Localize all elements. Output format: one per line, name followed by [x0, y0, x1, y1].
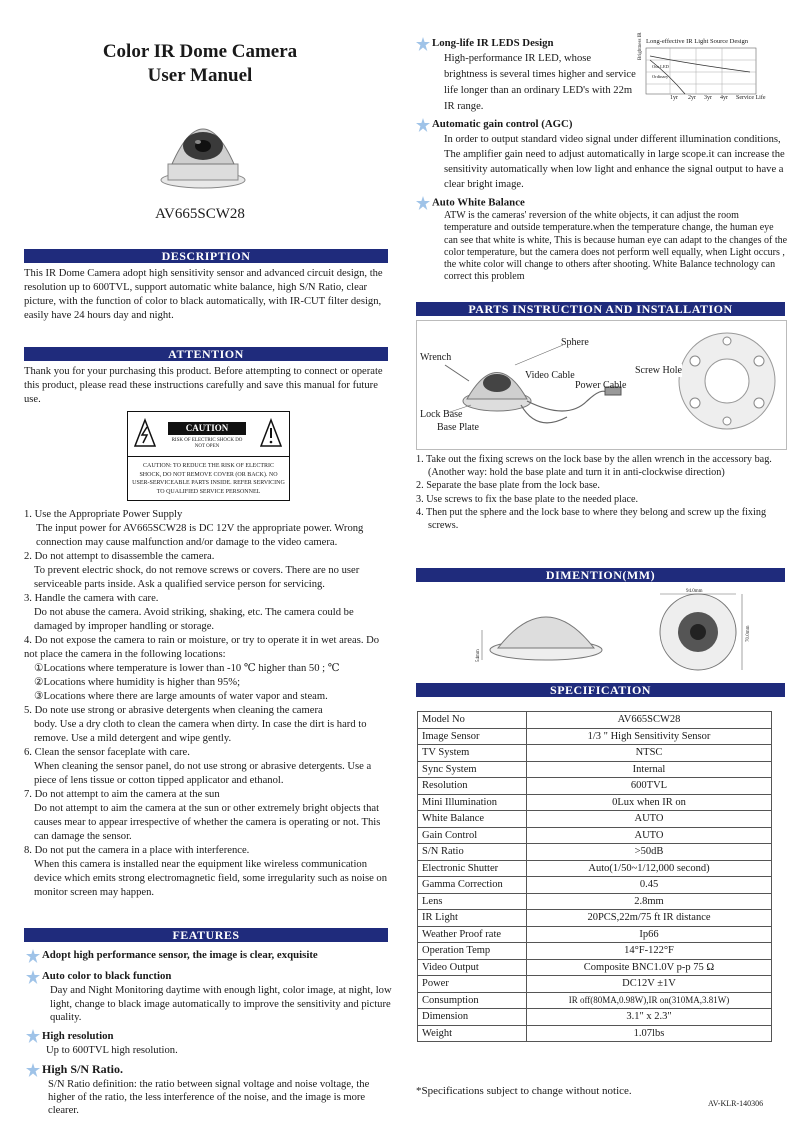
spec-row: Sync System Internal: [418, 761, 772, 778]
label-screw-hole: Screw Hole: [635, 365, 682, 376]
attention-item-8: 8. Do not put the camera in a place with interference. When this camera is installed near the equipment like wireless communication device which emits strong electromagnetic field, some irregularity such as noise on monitor screen may happen.: [24, 845, 388, 898]
right-feature-2: Automatic gain control (AGC) In order to output standard video signal under different illumination conditions, The amplifier gain need to adjust automatically in large scope.it can increase the sensitivity automatically when low light and enhance the signal output to have a clear bright image.: [416, 117, 788, 192]
spec-row: Resolution 600TVL: [418, 778, 772, 795]
description-heading: DESCRIPTION: [24, 249, 388, 263]
lightning-icon: [134, 418, 156, 448]
description-body: This IR Dome Camera adopt high sensitivity sensor and advanced circuit design, the resolution up to 600TVL, support automatic white balance, high S/N Ratio, clear picture, with the function of color to black automatically, with IR-CUT filter design, easily have 24 hours day and night.: [24, 268, 383, 321]
led-chart-xlabel: Service Life: [736, 95, 766, 101]
title-line-1: Color IR Dome Camera: [102, 41, 298, 62]
title-line-2: User Manuel: [147, 65, 253, 86]
right-feature-1: Long-life IR LEDS Design High-performance IR LED, whose brightness is several times higher and service life longer than an ordinary LED's with 22m IR range.: [416, 36, 636, 115]
led-tick: 4yr: [720, 95, 728, 101]
parts-step-3: 3. Use screws to fix the base plate to the needed place.: [416, 493, 639, 505]
spec-row: Weather Proof rate Ip66: [418, 926, 772, 943]
led-tick: 1yr: [670, 95, 678, 101]
caution-small-text: RISK OF ELECTRIC SHOCK DO NOT OPEN: [171, 438, 243, 449]
label-wrench: Wrench: [420, 352, 452, 363]
attention-item-5: 5. Do note use strong or abrasive detergents when cleaning the camera body. Use a dry cloth to clean the camera when dirty. In case the dirt is hard to remove. Use a mild detergent and wipe gently.: [24, 705, 367, 744]
spec-row: S/N Ratio >50dB: [418, 844, 772, 861]
spec-row: Operation Temp 14°F-122°F: [418, 943, 772, 960]
label-sphere: Sphere: [561, 337, 589, 348]
attention-list: [24, 508, 392, 900]
dimention-diagram: [416, 586, 785, 678]
feature-item-1: Adopt high performance sensor, the image is clear, exquisite: [26, 948, 394, 963]
label-power-cable: Power Cable: [575, 380, 627, 391]
features-list: [26, 948, 394, 1117]
spec-row: Video Output Composite BNC1.0V p-p 75 Ω: [418, 959, 772, 976]
dim-height: 70.0mm: [746, 625, 751, 642]
specification-table: [417, 711, 772, 1042]
caution-warning-text: CAUTION: TO REDUCE THE RISK OF ELECTRIC SHOCK, DO NOT REMOVE COVER (OR BACK). NO USER-SERVICEABLE PARTS INSIDE. REFER SERVICING TO QUALIFIED SERVICE PERSONNEL: [132, 463, 285, 495]
right-feature-3: Auto White Balance ATW is the cameras' reversion of the white objects, it can adjust the room temperature and outside temperature.when the temperature change, the human eye can see that white is white, This is because human eye can adapt to the changes of the color temperature, but the camera does not perform well equally, when Light occurs , the white color will change to others after shooting. White Balance technology can correct this problem: [416, 196, 788, 284]
spec-row: Gain Control AUTO: [418, 827, 772, 844]
spec-row: Dimension 3.1" x 2.3": [418, 1009, 772, 1026]
spec-row: Power DC12V ±1V: [418, 976, 772, 993]
parts-step-2: 2. Separate the base plate from the lock base.: [416, 480, 600, 492]
spec-note: *Specifications subject to change without notice.: [416, 1085, 632, 1097]
label-lock-base: Lock Base: [420, 409, 463, 420]
caution-label: CAUTION: [168, 422, 246, 435]
spec-row: Mini Illumination 0Lux when IR on: [418, 794, 772, 811]
spec-row: White Balance AUTO: [418, 811, 772, 828]
parts-step-4: 4. Then put the sphere and the lock base to where they belong and screw up the fixing screws.: [416, 506, 767, 532]
dim-side: 54mm: [476, 649, 481, 662]
parts-heading: PARTS INSTRUCTION AND INSTALLATION: [416, 302, 785, 316]
model-number: AV665SCW28: [155, 206, 245, 222]
spec-row: Consumption IR off(80MA,0.98W),IR on(310MA,3.81W): [418, 992, 772, 1009]
caution-box: [127, 411, 290, 501]
spec-row: Weight 1.07lbs: [418, 1025, 772, 1042]
exclamation-icon: [260, 418, 282, 448]
feature-item-2: Auto color to black function Day and Night Monitoring daytime with enough light, color image, at night, low light, change to black image automatically to improve the sensitivity and picture quality.: [26, 969, 394, 1025]
attention-item-7: 7. Do not attempt to aim the camera at the sun Do not attempt to aim the camera at the sun or other extremely bright objects that causes mear to appear irrespective of whether the camera is operating or not. This can damage the sensor.: [24, 789, 381, 842]
parts-diagram: [416, 320, 787, 450]
star-bullet-icon: [26, 1029, 40, 1043]
parts-step-1: 1. Take out the fixing screws on the lock base by the allen wrench in the accessory bag. (Another way: hold the base plate and turn it in anti-clockwise direction): [416, 454, 772, 479]
dome-camera-image: [158, 102, 248, 192]
star-bullet-icon: [416, 196, 430, 210]
led-chart-ylabel: Brightness IR: [638, 32, 643, 60]
features-heading: FEATURES: [24, 928, 388, 942]
spec-row: Lens 2.8mm: [418, 893, 772, 910]
spec-row: Image Sensor 1/3 " High Sensitivity Sensor: [418, 728, 772, 745]
specification-heading: SPECIFICATION: [416, 683, 785, 697]
document-code: AV-KLR-140306: [708, 1099, 764, 1108]
spec-row: Model No AV665SCW28: [418, 712, 772, 729]
label-base-plate: Base Plate: [437, 422, 479, 433]
led-tick: 3yr: [704, 95, 712, 101]
star-bullet-icon: [26, 970, 40, 984]
star-bullet-icon: [416, 37, 430, 51]
attention-intro: Thank you for your purchasing this product. Before attempting to connect or operate this product, please read these instructions carefully and save this manual for future use.: [24, 366, 383, 405]
attention-item-6: 6. Clean the sensor faceplate with care. When cleaning the sensor panel, do not use strong or abrasive detergents. Use a piece of lens tissue or cotton tipped applicator and ethanol.: [24, 747, 372, 786]
spec-row: Gamma Correction 0.45: [418, 877, 772, 894]
led-chart-title: Long-effective IR Light Source Design: [646, 38, 749, 45]
spec-row: Electronic Shutter Auto(1/50~1/12,000 second): [418, 860, 772, 877]
label-video-cable: Video Cable: [525, 370, 575, 381]
attention-item-1: 1. Use the Appropriate Power Supply The input power for AV665SCW28 is DC 12V the appropriate power. Wrong connection may cause malfunction and/or damage to the video camera.: [24, 509, 364, 548]
dim-width: 94.0mm: [686, 589, 703, 594]
attention-item-3: 3. Handle the camera with care. Do not abuse the camera. Avoid striking, shaking, etc. The camera could be damaged by improper handling or storage.: [24, 593, 354, 632]
attention-item-4: 4. Do not expose the camera to rain or moisture, or try to operate it in wet areas. Do not place the camera in the following locations: ①Locations where temperature is lower than -10 ℃ higher than 50 ; ℃ ②Locations where humidity is higher than 95%; ③Locations where there are large amounts of water vapor and steam.: [24, 635, 380, 702]
feature-item-3: High resolution Up to 600TVL high resolution.: [26, 1029, 394, 1058]
led-series-ours: Our LED: [652, 64, 669, 69]
dimention-heading: DIMENTION(MM): [416, 568, 785, 582]
spec-row: TV System NTSC: [418, 745, 772, 762]
led-tick: 2yr: [688, 95, 696, 101]
attention-heading: ATTENTION: [24, 347, 388, 361]
parts-steps: [416, 453, 788, 532]
led-chart: [638, 32, 790, 104]
attention-item-2: 2. Do not attempt to disassemble the camera. To prevent electric shock, do not remove screws or covers. There are no user serviceable parts inside. Ask a qualified service person for servicing.: [24, 551, 360, 590]
star-bullet-icon: [26, 949, 40, 963]
feature-item-4: High S/N Ratio. S/N Ratio definition: the ratio between signal voltage and noise voltage, the higher of the ratio, the less interference of the noise, and the image is more clearer.: [26, 1062, 394, 1117]
spec-row: IR Light 20PCS,22m/75 ft IR distance: [418, 910, 772, 927]
led-series-ordinary: Ordinary: [652, 74, 669, 79]
star-bullet-icon: [26, 1063, 40, 1077]
star-bullet-icon: [416, 118, 430, 132]
